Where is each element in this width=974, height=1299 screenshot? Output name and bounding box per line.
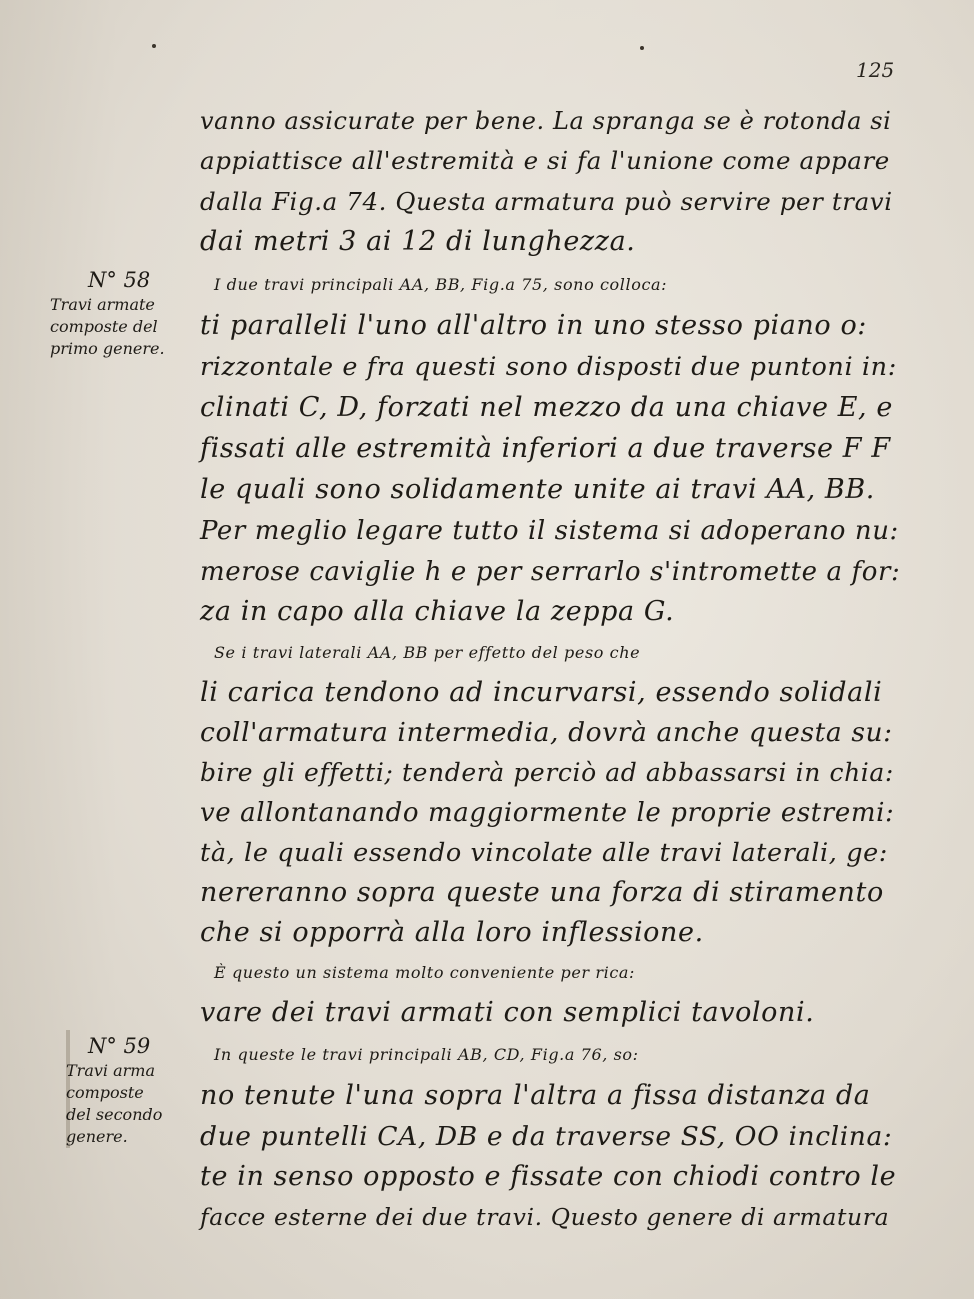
text-line: le quali sono solidamente unite ai travi AA, BB. [200,474,875,505]
margin-note-line: composte del [50,317,158,336]
text-line: I due travi principali AA, BB, Fig.a 75, sono colloca: [214,275,668,294]
text-line: clinati C, D, forzati nel mezzo da una chiave E, e [200,392,893,423]
text-line: che si opporrà alla loro inflessione. [200,917,704,948]
section-number: N° 58 [88,268,151,292]
text-line: due puntelli CA, DB e da traverse SS, OO inclina: [200,1121,893,1152]
margin-note-line: Travi arma [66,1061,155,1080]
text-line: In queste le travi principali AB, CD, Fig.a 76, so: [214,1045,639,1064]
text-line: bire gli effetti; tenderà perciò ad abbassarsi in chia: [200,758,894,787]
text-line: fissati alle estremità inferiori a due traverse F F [200,433,891,464]
text-line: ve allontanando maggiormente le proprie estremi: [200,798,895,828]
text-line: vanno assicurate per bene. La spranga se è rotonda si [200,107,892,135]
text-line: Se i travi laterali AA, BB per effetto del peso che [214,643,641,662]
text-line: facce esterne dei due travi. Questo genere di armatura [200,1203,890,1231]
text-line: ti paralleli l'uno all'altro in uno stesso piano o: [200,310,867,341]
text-line: no tenute l'una sopra l'altra a fissa distanza da [200,1080,871,1111]
section-margin-note [66,1060,211,1148]
margin-note-line: del secondo [66,1105,163,1124]
text-line: tà, le quali essendo vincolate alle travi laterali, ge: [200,838,888,868]
text-line: È questo un sistema molto conveniente per rica: [214,963,636,982]
text-line: dalla Fig.a 74. Questa armatura può servire per travi [200,187,893,216]
text-line: dai metri 3 ai 12 di lunghezza. [200,226,636,257]
ink-speck [640,46,644,50]
section-margin-note [50,294,195,360]
text-line: li carica tendono ad incurvarsi, essendo solidali [200,677,883,708]
margin-note-line: Travi armate [50,295,155,314]
text-line: appiattisce all'estremità e si fa l'unione come appare [200,146,890,175]
text-line: nereranno sopra queste una forza di stiramento [200,877,884,908]
margin-note-line: composte [66,1083,144,1102]
text-line: merose caviglie h e per serrarlo s'intromette a for: [200,557,901,587]
text-line: rizzontale e fra questi sono disposti due puntoni in: [200,352,897,382]
ink-speck [152,44,156,48]
text-line: Per meglio legare tutto il sistema si adoperano nu: [200,516,899,546]
text-line: vare dei travi armati con semplici tavoloni. [200,997,815,1028]
text-line: te in senso opposto e fissate con chiodi contro le [200,1161,897,1192]
margin-note-line: primo genere. [50,339,165,358]
text-line: za in capo alla chiave la zeppa G. [200,596,675,627]
page-number: 125 [856,58,895,82]
section-number: N° 59 [88,1034,151,1058]
text-line: coll'armatura intermedia, dovrà anche questa su: [200,717,893,748]
margin-note-line: genere. [66,1127,128,1146]
